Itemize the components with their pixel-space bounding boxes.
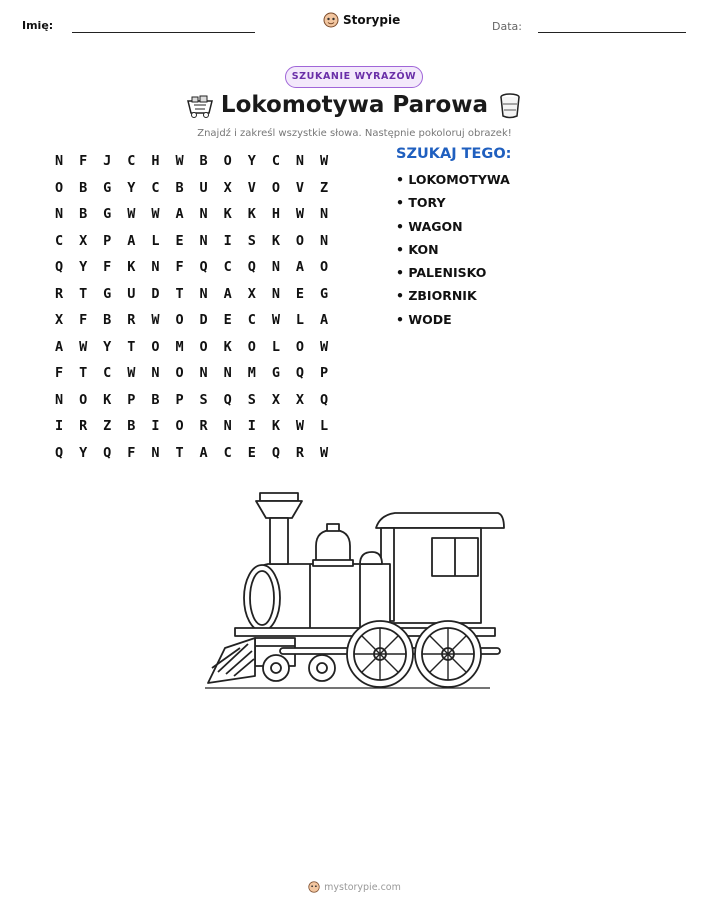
grid-letter[interactable]: P — [127, 391, 136, 408]
grid-letter[interactable]: S — [247, 391, 256, 408]
word-list — [396, 171, 510, 334]
grid-letter[interactable]: B — [79, 179, 88, 196]
footer — [0, 881, 709, 893]
grid-letter[interactable]: W — [295, 418, 305, 435]
grid-letter[interactable]: W — [127, 206, 136, 223]
grid-letter[interactable]: V — [295, 179, 305, 196]
water-cup-icon — [497, 92, 523, 120]
grid-letter[interactable]: O — [151, 338, 160, 355]
grid-letter[interactable]: A — [199, 444, 208, 461]
grid-letter[interactable]: O — [175, 418, 184, 435]
grid-letter[interactable]: E — [175, 232, 184, 249]
grid-letter[interactable]: I — [247, 418, 256, 435]
grid-letter[interactable]: W — [175, 153, 184, 170]
grid-letter[interactable]: S — [247, 232, 256, 249]
grid-letter[interactable]: Q — [54, 444, 64, 461]
grid-letter[interactable]: N — [223, 418, 232, 435]
grid-letter[interactable]: G — [103, 206, 112, 223]
word-item: • WAGON — [396, 218, 510, 241]
word-item: • LOKOMOTYWA — [396, 171, 510, 194]
grid-letter[interactable]: W — [271, 312, 280, 329]
grid-row — [47, 228, 336, 255]
grid-letter[interactable]: Q — [199, 259, 208, 276]
grid-letter[interactable]: N — [54, 206, 64, 223]
name-line[interactable] — [72, 32, 255, 33]
grid-letter[interactable]: T — [175, 444, 184, 461]
grid-letter[interactable]: Z — [320, 179, 329, 196]
grid-letter[interactable]: O — [295, 338, 305, 355]
grid-letter[interactable]: C — [223, 259, 232, 276]
grid-letter[interactable]: Q — [223, 391, 232, 408]
word-item: • WODE — [396, 311, 510, 334]
grid-letter[interactable]: Q — [320, 391, 329, 408]
grid-letter[interactable]: Y — [79, 444, 88, 461]
grid-letter[interactable]: K — [223, 206, 232, 223]
grid-letter[interactable]: B — [79, 206, 88, 223]
grid-letter[interactable]: B — [175, 179, 184, 196]
grid-letter[interactable]: R — [295, 444, 305, 461]
grid-letter[interactable]: R — [79, 418, 88, 435]
grid-letter[interactable]: S — [199, 391, 208, 408]
grid-letter[interactable]: I — [54, 418, 64, 435]
grid-row — [47, 413, 336, 440]
grid-letter[interactable]: W — [320, 338, 329, 355]
grid-letter[interactable]: O — [175, 365, 184, 382]
grid-row — [47, 281, 336, 308]
grid-letter[interactable]: P — [320, 365, 329, 382]
name-label: Imię: — [22, 19, 54, 32]
grid-letter[interactable]: C — [103, 365, 112, 382]
grid-letter[interactable]: E — [295, 285, 305, 302]
grid-letter[interactable]: Y — [103, 338, 112, 355]
grid-letter[interactable]: B — [103, 312, 112, 329]
grid-letter[interactable]: N — [199, 206, 208, 223]
grid-letter[interactable]: T — [127, 338, 136, 355]
grid-letter[interactable]: I — [223, 232, 232, 249]
grid-letter[interactable]: O — [295, 232, 305, 249]
grid-letter[interactable]: A — [175, 206, 184, 223]
grid-letter[interactable]: P — [103, 232, 112, 249]
grid-letter[interactable]: Q — [247, 259, 256, 276]
grid-row — [47, 201, 336, 228]
grid-letter[interactable]: C — [271, 153, 280, 170]
grid-letter[interactable]: L — [320, 418, 329, 435]
grid-letter[interactable]: O — [54, 179, 64, 196]
word-list-title: SZUKAJ TEGO: — [396, 146, 512, 162]
grid-letter[interactable]: K — [247, 206, 256, 223]
grid-letter[interactable]: N — [151, 365, 160, 382]
grid-row — [47, 307, 336, 334]
grid-letter[interactable]: F — [79, 312, 88, 329]
grid-letter[interactable]: X — [271, 391, 280, 408]
word-item: • TORY — [396, 194, 510, 217]
grid-letter[interactable]: N — [199, 365, 208, 382]
grid-letter[interactable]: Z — [103, 418, 112, 435]
grid-letter[interactable]: G — [103, 179, 112, 196]
grid-letter[interactable]: B — [151, 391, 160, 408]
grid-letter[interactable]: C — [223, 444, 232, 461]
grid-row — [47, 360, 336, 387]
grid-letter[interactable]: N — [199, 232, 208, 249]
grid-letter[interactable]: O — [199, 338, 208, 355]
grid-letter[interactable]: O — [320, 259, 329, 276]
grid-letter[interactable]: J — [103, 153, 112, 170]
date-label: Data: — [492, 20, 522, 33]
grid-row — [47, 254, 336, 281]
grid-letter[interactable]: O — [271, 179, 280, 196]
activity-badge: SZUKANIE WYRAZÓW — [285, 66, 423, 88]
grid-letter[interactable]: G — [271, 365, 280, 382]
grid-letter[interactable]: N — [320, 232, 329, 249]
grid-letter[interactable]: P — [175, 391, 184, 408]
grid-row — [47, 334, 336, 361]
grid-letter[interactable]: W — [320, 153, 329, 170]
grid-letter[interactable]: X — [79, 232, 88, 249]
grid-letter[interactable]: W — [151, 206, 160, 223]
grid-letter[interactable]: C — [127, 153, 136, 170]
grid-letter[interactable]: W — [151, 312, 160, 329]
grid-letter[interactable]: N — [54, 391, 64, 408]
word-item: • KON — [396, 241, 510, 264]
grid-letter[interactable]: R — [54, 285, 64, 302]
storypie-logo-icon — [323, 12, 339, 28]
grid-letter[interactable]: Q — [295, 365, 305, 382]
grid-letter[interactable]: K — [271, 418, 280, 435]
grid-letter[interactable]: U — [199, 179, 208, 196]
grid-letter[interactable]: V — [247, 179, 256, 196]
grid-letter[interactable]: D — [151, 285, 160, 302]
grid-letter[interactable]: C — [151, 179, 160, 196]
grid-letter[interactable]: A — [295, 259, 305, 276]
grid-row — [47, 148, 336, 175]
grid-letter[interactable]: N — [199, 285, 208, 302]
locomotive-illustration[interactable] — [200, 488, 510, 693]
grid-letter[interactable]: X — [223, 179, 232, 196]
brand-name: Storypie — [343, 13, 401, 27]
grid-letter[interactable]: H — [271, 206, 280, 223]
grid-letter[interactable]: G — [320, 285, 329, 302]
grid-letter[interactable]: F — [175, 259, 184, 276]
grid-letter[interactable]: C — [247, 312, 256, 329]
grid-letter[interactable]: Y — [79, 259, 88, 276]
grid-letter[interactable]: W — [295, 206, 305, 223]
grid-letter[interactable]: E — [247, 444, 256, 461]
word-search-grid[interactable] — [47, 148, 336, 466]
grid-letter[interactable]: K — [103, 391, 112, 408]
grid-letter[interactable]: Q — [54, 259, 64, 276]
grid-letter[interactable]: L — [271, 338, 280, 355]
grid-row — [47, 387, 336, 414]
grid-letter[interactable]: N — [271, 259, 280, 276]
grid-letter[interactable]: N — [320, 206, 329, 223]
grid-letter[interactable]: N — [151, 444, 160, 461]
grid-letter[interactable]: U — [127, 285, 136, 302]
grid-letter[interactable]: A — [54, 338, 64, 355]
instructions: Znajdź i zakreśl wszystkie słowa. Następnie pokoloruj obrazek! — [197, 128, 512, 139]
grid-letter[interactable]: O — [79, 391, 88, 408]
grid-letter[interactable]: A — [127, 232, 136, 249]
grid-letter[interactable]: X — [295, 391, 305, 408]
grid-letter[interactable]: T — [79, 365, 88, 382]
grid-letter[interactable]: Q — [271, 444, 280, 461]
grid-letter[interactable]: K — [271, 232, 280, 249]
grid-letter[interactable]: R — [127, 312, 136, 329]
word-item: • PALENISKO — [396, 264, 510, 287]
grid-letter[interactable]: M — [175, 338, 184, 355]
grid-letter[interactable]: L — [295, 312, 305, 329]
storypie-logo-icon — [308, 881, 320, 893]
grid-letter[interactable]: N — [271, 285, 280, 302]
grid-letter[interactable]: N — [223, 365, 232, 382]
grid-letter[interactable]: F — [54, 365, 64, 382]
grid-letter[interactable]: N — [151, 259, 160, 276]
grid-letter[interactable]: D — [199, 312, 208, 329]
grid-letter[interactable]: X — [247, 285, 256, 302]
grid-letter[interactable]: Y — [247, 153, 256, 170]
grid-letter[interactable]: A — [320, 312, 329, 329]
grid-letter[interactable]: O — [247, 338, 256, 355]
grid-letter[interactable]: F — [103, 259, 112, 276]
grid-letter[interactable]: W — [320, 444, 329, 461]
grid-letter[interactable]: K — [127, 259, 136, 276]
grid-letter[interactable]: B — [199, 153, 208, 170]
grid-letter[interactable]: X — [54, 312, 64, 329]
grid-letter[interactable]: K — [223, 338, 232, 355]
date-line[interactable] — [538, 32, 686, 33]
grid-row — [47, 440, 336, 467]
word-item: • ZBIORNIK — [396, 287, 510, 310]
page-title: Lokomotywa Parowa — [220, 92, 489, 118]
grid-letter[interactable]: B — [127, 418, 136, 435]
grid-letter[interactable]: R — [199, 418, 208, 435]
grid-letter[interactable]: C — [54, 232, 64, 249]
grid-letter[interactable]: E — [223, 312, 232, 329]
grid-letter[interactable]: M — [247, 365, 256, 382]
grid-letter[interactable]: Q — [103, 444, 112, 461]
grid-letter[interactable]: T — [79, 285, 88, 302]
grid-letter[interactable]: F — [127, 444, 136, 461]
grid-letter[interactable]: H — [151, 153, 160, 170]
footer-url[interactable]: mystorypie.com — [324, 881, 401, 893]
grid-letter[interactable]: L — [151, 232, 160, 249]
grid-letter[interactable]: Y — [127, 179, 136, 196]
grid-row — [47, 175, 336, 202]
grid-letter[interactable]: A — [223, 285, 232, 302]
grid-letter[interactable]: W — [79, 338, 88, 355]
grid-letter[interactable]: N — [295, 153, 305, 170]
grid-letter[interactable]: T — [175, 285, 184, 302]
grid-letter[interactable]: O — [175, 312, 184, 329]
grid-letter[interactable]: G — [103, 285, 112, 302]
brand — [323, 12, 400, 28]
grid-letter[interactable]: O — [223, 153, 232, 170]
grid-letter[interactable]: I — [151, 418, 160, 435]
grid-letter[interactable]: W — [127, 365, 136, 382]
grid-letter[interactable]: N — [54, 153, 64, 170]
grid-letter[interactable]: F — [79, 153, 88, 170]
